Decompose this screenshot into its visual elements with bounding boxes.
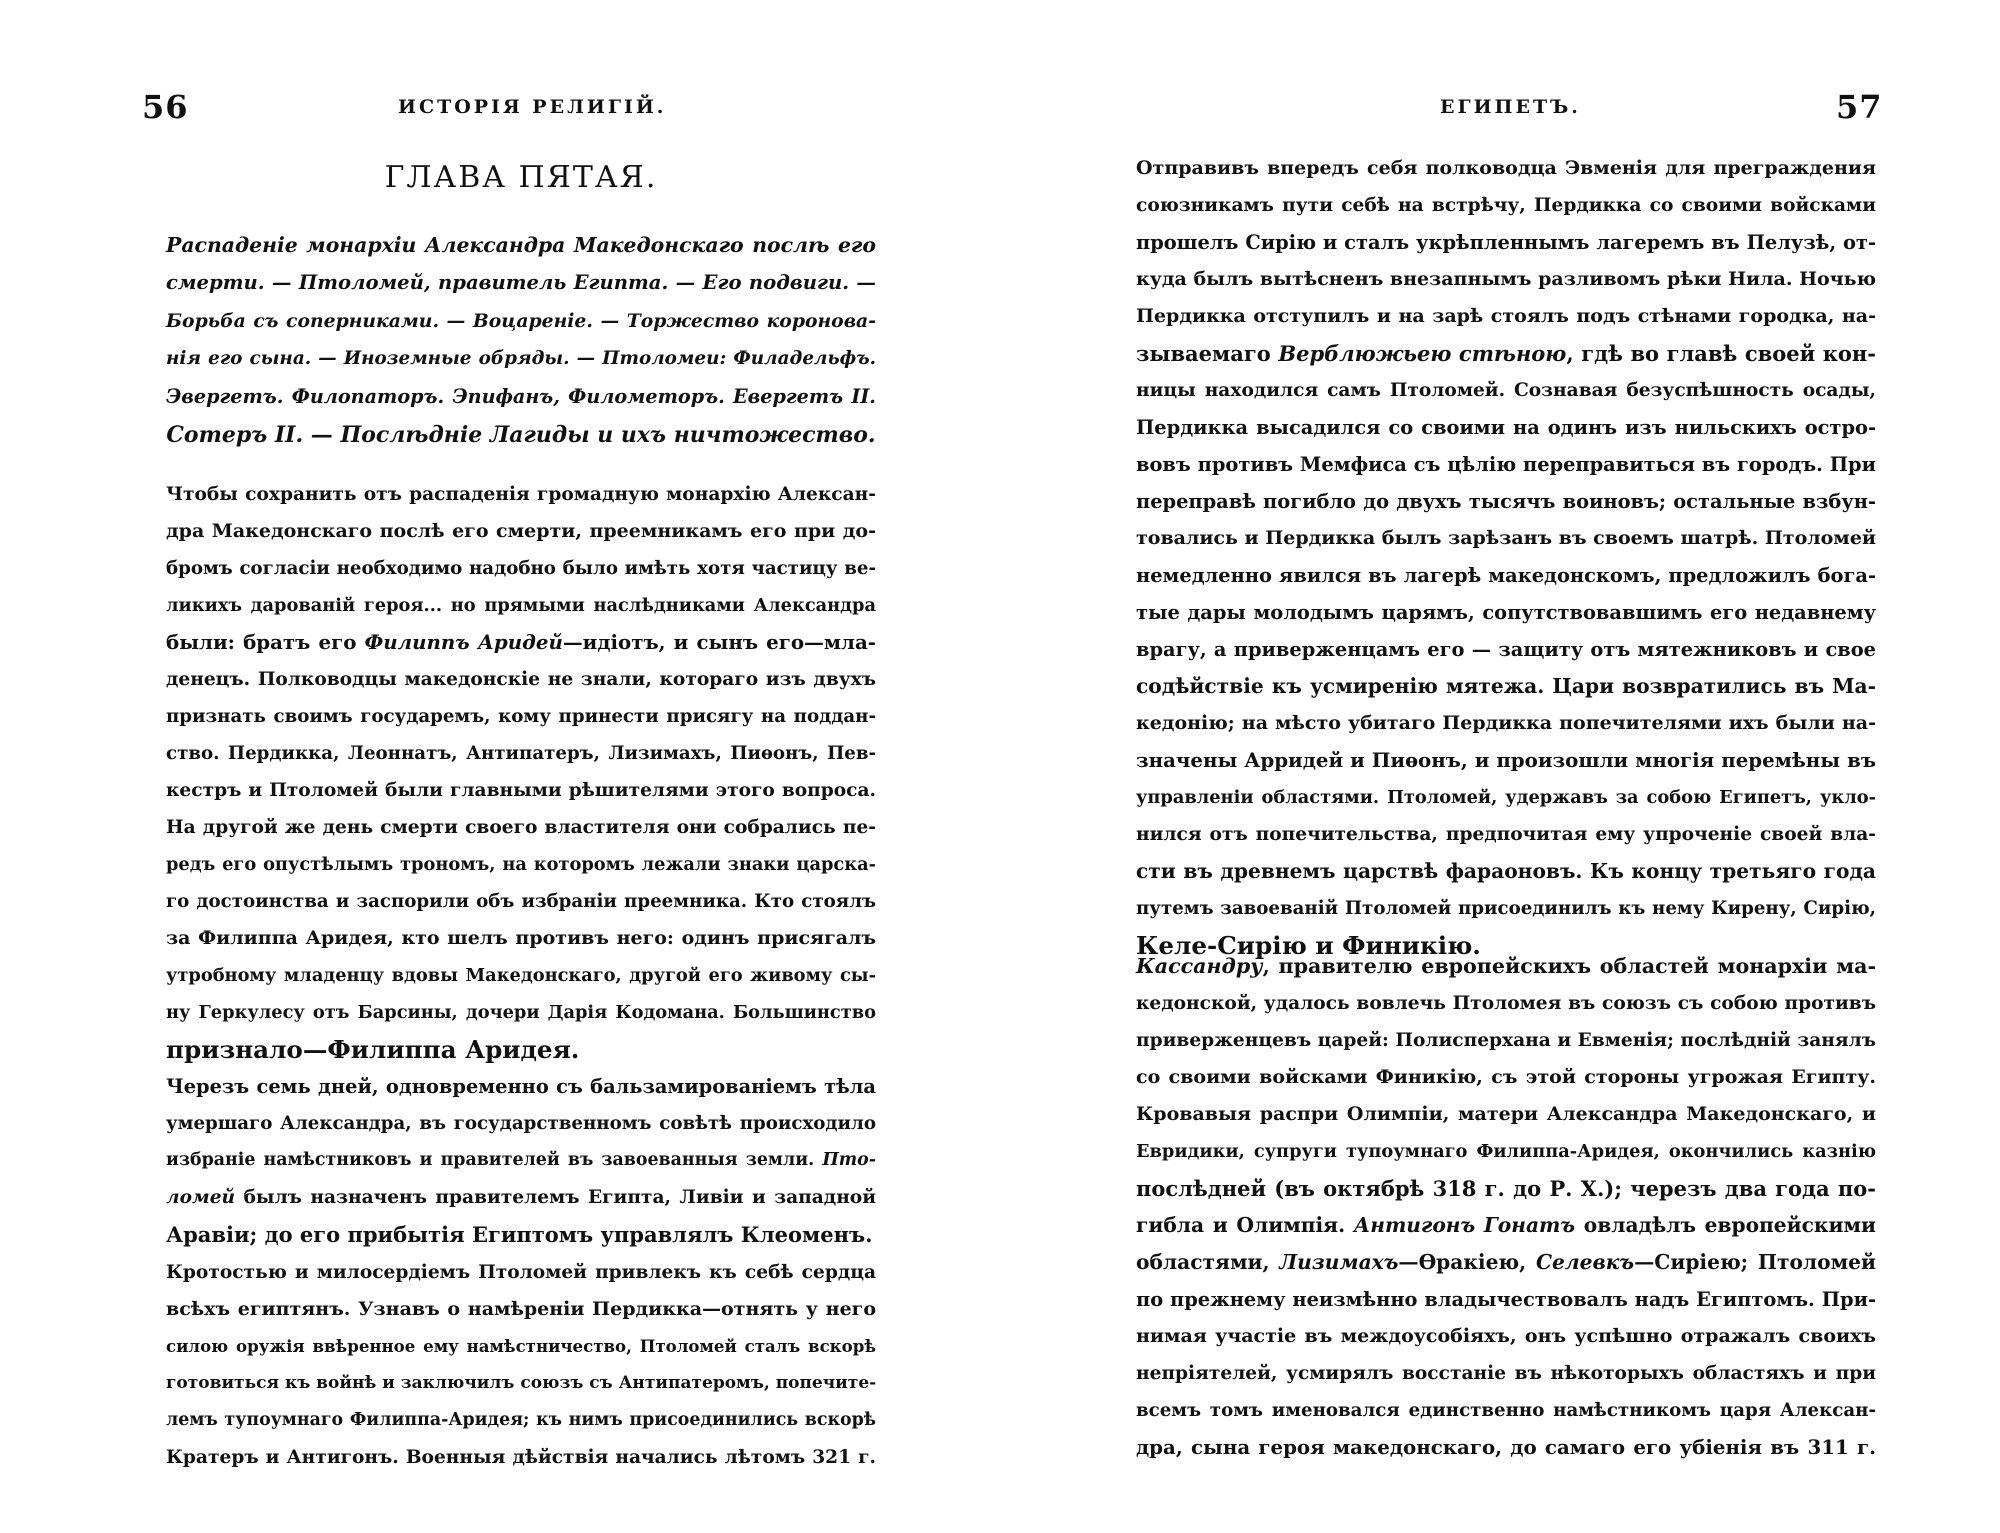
text-line: силою оружія ввѣренное ему намѣстничество, Птоломей сталъ вскорѣ [166,1336,876,1356]
text-line: го достоинства и заспорили объ избраніи преемника. Кто стоялъ [166,891,876,912]
summary-line: смерти. — Птоломей, правитель Египта. — Его подвиги. — [166,271,876,294]
paragraph [1136,150,1876,964]
text-line: готовиться къ войнѣ и заключилъ союзъ съ Антипатеромъ, попечите- [166,1373,877,1393]
text-line: сти въ древнемъ царствѣ фараоновъ. Къ концу третьяго года [1136,859,1876,883]
paragraph [166,476,876,1068]
text-line: кедонію; на мѣсто убитаго Пердикка попечителями ихъ были на- [1136,712,1876,734]
text-line: ницы находился самъ Птоломей. Сознавая безуспѣшность осады, [1136,380,1876,401]
text-line [166,1142,876,1179]
emphasized-name: Антигонъ Гонатъ [1353,1213,1576,1237]
text-line: прошелъ Сирію и сталъ укрѣпленнымъ лагеремъ въ Пелузѣ, от- [1136,231,1876,254]
emphasized-name: Лизимахъ [1279,1250,1399,1274]
text-line: ство. Пердикка, Леоннатъ, Антипатеръ, Лизимахъ, Пиѳонъ, Пев- [166,743,876,764]
text-line: бромъ согласіи необходимо надобно было имѣть хотя частицу ве- [166,558,876,579]
text-line: На другой же день смерти своего властителя они собрались пе- [166,817,876,838]
text-line: Келе-Сирію и Финикію. [1136,931,1481,960]
text-line: приверженцевъ царей: Полисперхана и Евменія; послѣдній занялъ [1136,1030,1876,1051]
running-title: ЕГИПЕТЪ. [1440,96,1581,118]
text-line: признать своимъ государемъ, кому принести присягу на поддан- [166,706,876,727]
emphasized-name: ломей [166,1187,236,1208]
paragraph [1136,948,1876,1466]
text-line: Пердикка высадился со своими на одинъ изъ нильскихъ остро- [1136,416,1876,439]
text-line: со своими войсками Финикію, съ этой стороны угрожая Египту. [1136,1066,1876,1088]
text-line [1136,948,1876,985]
text-line [166,1179,876,1216]
text-line: Кратеръ и Антигонъ. Военныя дѣйствія начались лѣтомъ 321 г. [166,1447,876,1468]
text-line: дра Македонскаго послѣ его смерти, преемникамъ его при до- [166,520,876,542]
text-line: врагу, а приверженцамъ его — защиту отъ мятежниковъ и свое [1136,638,1876,661]
text-line: ну Геркулесу отъ Барсины, дочери Дарія Кодомана. Большинство [166,1002,876,1023]
text-run: избраніе намѣстниковъ и правителей въ завоеванныя земли. [166,1150,823,1170]
text-run: были: братъ его [166,630,365,654]
text-line: переправѣ погибло до двухъ тысячъ воиновъ; остальные взбун- [1136,490,1876,513]
text-line: куда былъ вытѣсненъ внезапнымъ разливомъ рѣки Нила. Ночью [1136,268,1876,290]
summary-line: Борьба съ соперниками. — Воцареніе. — Торжество коронова- [166,310,876,332]
text-line: Чтобы сохранить отъ распаденія громадную монархію Алексан- [166,484,876,505]
text-line: за Филиппа Аридея, кто шелъ противъ него: одинъ присягалъ [166,927,876,949]
text-line: тые дары молодымъ царямъ, сопутствовавшимъ его недавнему [1136,601,1876,624]
text-line [1136,1207,1876,1244]
text-line: всѣхъ египтянъ. Узнавъ о намѣреніи Пердикка—отнять у него [166,1298,876,1320]
text-line: утробному младенцу вдовы Македонскаго, другой его живому сы- [166,965,876,986]
page-number: 57 [1836,88,1883,126]
text-line: по прежнему неизмѣнно владычествовалъ надъ Египтомъ. При- [1136,1288,1876,1311]
text-line: союзникамъ пути себѣ на встрѣчу, Пердикка со своими войсками [1136,195,1876,216]
summary-line: Распаденіе монархіи Александра Македонскаго послѣ его [166,233,876,257]
emphasized-name: Кассандру [1136,954,1263,978]
text-line: признало—Филиппа Аридея. [166,1035,580,1064]
text-line: Пердикка отступилъ и на зарѣ стоялъ подъ стѣнами городка, на- [1136,305,1876,327]
chapter-summary [166,226,876,454]
text-line: Черезъ семь дней, одновременно съ бальзамированіемъ тѣла [166,1075,876,1098]
page-number: 56 [142,88,189,126]
text-line: послѣдней (въ октябрѣ 318 г. до Р. Х.); черезъ два года по- [1136,1176,1876,1201]
summary-line: Эвергетъ. Филопаторъ. Эпифанъ, Филометоръ. Евергетъ II. [166,385,876,408]
text-line: вовъ противъ Мемфиса съ цѣлію переправиться въ городъ. При [1136,453,1876,476]
text-line: лемъ тупоумнаго Филиппа-Аридея; къ нимъ присоединились вскорѣ [166,1410,876,1430]
emphasized-name: Верблюжьею стѣною [1278,341,1567,366]
text-line: ликихъ дарованій героя... но прямыми наслѣдниками Александра [166,595,876,616]
text-run: —Ѳракіею, [1398,1250,1536,1274]
text-run: , гдѣ во главѣ своей кон- [1566,341,1876,366]
right-page [1000,0,2000,1533]
text-line: редъ его опустѣлымъ трономъ, на которомъ лежали знаки царска- [166,854,876,875]
text-run: гибла и Олимпія. [1136,1213,1354,1237]
emphasized-name: Селевкъ [1535,1250,1635,1274]
summary-line: нія его сына. — Иноземные обряды. — Птоломеи: Филадельфъ. [166,348,876,369]
text-line: товались и Пердикка былъ зарѣзанъ въ своемъ шатрѣ. Птоломей [1136,527,1876,549]
text-run: овладѣлъ европейскими [1575,1213,1876,1237]
text-line: значены Арридей и Пиѳонъ, и произошли многія перемѣны въ [1136,748,1876,772]
text-run: зываемаго [1136,341,1279,366]
text-run: , правителю европейскихъ областей монархіи ма- [1262,954,1876,978]
text-line: непріятелей, усмирялъ восстаніе въ нѣкоторыхъ областяхъ и при [1136,1363,1876,1384]
chapter-title: ГЛАВА ПЯТАЯ. [384,160,658,195]
text-line: денецъ. Полководцы македонскіе не знали, котораго изъ двухъ [166,669,876,690]
text-line: Кровавыя распри Олимпіи, матери Александра Македонскаго, и [1136,1103,1876,1125]
running-title: ИСТОРІЯ РЕЛИГІЙ. [398,96,667,118]
text-line: Отправивъ впередъ себя полководца Эвменія для преграждения [1136,157,1876,179]
text-line: немедленно явился въ лагерѣ македонскомъ, предложилъ бога- [1136,564,1876,587]
text-run: былъ назначенъ правителемъ Египта, Ливіи и западной [235,1187,876,1208]
text-line: кестръ и Птоломей были главными рѣшителями этого вопроса. [166,780,876,801]
paragraph [166,1254,876,1476]
text-line: умершаго Александра, въ государственномъ совѣтѣ происходило [166,1113,876,1134]
text-run: —идіотъ, и сынъ его—мла- [562,630,876,654]
summary-line: Сотеръ II. — Послѣдніе Лагиды и ихъ ничтожество. [166,422,876,448]
text-line: всемъ томъ именовался единственно намѣстникомъ царя Алексан- [1136,1400,1876,1421]
text-line: управленіи областями. Птоломей, удержавъ за собою Египетъ, укло- [1136,787,1876,808]
text-line: кедонской, удалось вовлечь Птоломея въ союзъ съ собою противъ [1136,993,1876,1014]
text-line: дра, сына героя македонскаго, до самаго его убіенія въ 311 г. [1136,1435,1876,1459]
emphasized-name: Филиппъ Аридей [364,630,563,654]
text-line: нимая участіе въ междоусобіяхъ, онъ успѣшно отражалъ своихъ [1136,1325,1876,1347]
emphasized-name: Пто- [822,1150,876,1170]
text-line: Евридики, супруги тупоумнаго Филиппа-Аридея, окончились казнію [1136,1141,1876,1162]
text-run: —Сиріею; Птоломей [1634,1250,1876,1274]
text-line: нился отъ попечительства, предпочитая ему упроченіе своей вла- [1136,824,1876,845]
text-line: Аравіи; до его прибытія Египтомъ управлялъ Клеоменъ. [166,1222,873,1247]
text-line [166,624,876,661]
text-line [1136,1244,1876,1281]
text-line: путемъ завоеваній Птоломей присоединилъ къ нему Кирену, Сирію, [1136,898,1876,919]
text-line: содѣйствіе къ усмиренію мятежа. Цари возвратились въ Ма- [1136,674,1876,698]
text-line [1136,335,1876,372]
paragraph [166,1068,876,1253]
text-run: областями, [1136,1250,1280,1274]
text-line: Кротостью и милосердіемъ Птоломей привлекъ къ себѣ сердца [166,1262,876,1283]
